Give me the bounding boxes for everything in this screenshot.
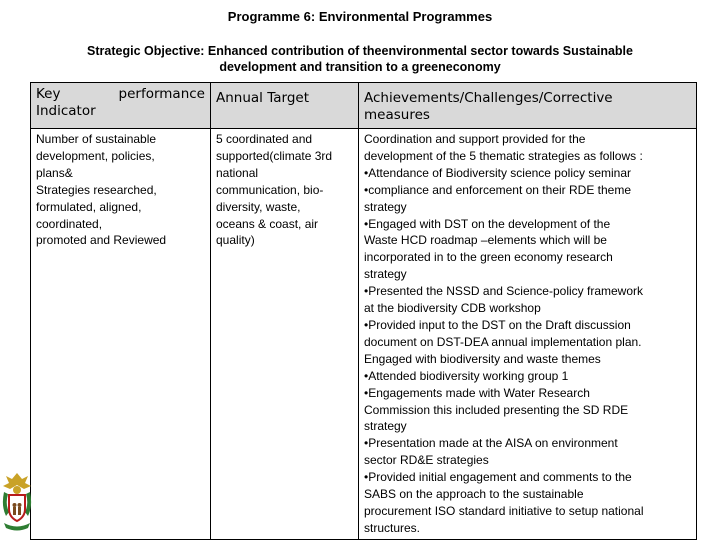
achievements-cell bbox=[359, 129, 697, 540]
cell-line: Number of sustainable bbox=[36, 132, 157, 146]
cell-line: Strategies researched, bbox=[36, 182, 157, 197]
header-kpi-word: Indicator bbox=[36, 103, 96, 119]
achievement-line: •Attendance of Biodiversity science policy seminar bbox=[364, 165, 631, 180]
achievement-line: •Engaged with DST on the development of the bbox=[364, 216, 611, 231]
header-achievements-line: Achievements/Challenges/Corrective bbox=[364, 90, 613, 106]
cell-line: 5 coordinated and bbox=[216, 132, 313, 146]
achievement-line: document on DST-DEA annual implementation plan. bbox=[364, 334, 642, 349]
table-row bbox=[31, 129, 697, 540]
cell-line: national bbox=[216, 165, 259, 180]
achievement-line: SABS on the approach to the sustainable bbox=[364, 487, 584, 502]
header-annual-target bbox=[211, 83, 359, 129]
strategic-objective bbox=[30, 43, 690, 75]
objective-line: development and transition to a greeneconomy bbox=[219, 60, 501, 74]
achievements-list bbox=[364, 131, 691, 537]
achievement-line: •Provided input to the DST on the Draft discussion bbox=[364, 317, 631, 332]
cell-line: supported(climate 3rd bbox=[216, 148, 333, 163]
achievement-line: •Presented the NSSD and Science-policy framework bbox=[364, 284, 643, 299]
header-achievements-line: measures bbox=[364, 107, 430, 123]
achievement-line: sector RD&E strategies bbox=[364, 453, 489, 468]
target-cell bbox=[211, 129, 359, 540]
cell-line: promoted and Reviewed bbox=[36, 233, 167, 248]
achievement-line: procurement ISO standard initiative to setup national bbox=[364, 503, 644, 518]
header-target-label: Annual Target bbox=[216, 90, 309, 106]
cell-line: oceans & coast, air bbox=[216, 216, 319, 231]
achievement-line: •Engagements made with Water Research bbox=[364, 385, 590, 400]
objective-line: Strategic Objective: Enhanced contribution of theenvironmental sector towards Sustainable bbox=[87, 44, 633, 58]
table-header-row bbox=[31, 83, 697, 129]
cell-line: plans& bbox=[36, 165, 73, 180]
header-kpi bbox=[31, 83, 211, 129]
header-kpi-word: performance bbox=[118, 86, 205, 102]
cell-line: development, policies, bbox=[36, 148, 155, 163]
achievement-line: development of the 5 thematic strategies as follows : bbox=[364, 148, 643, 163]
achievement-line: Commission this included presenting the SD RDE bbox=[364, 402, 629, 417]
achievement-line: •compliance and enforcement on their RDE theme bbox=[364, 182, 632, 197]
cell-line: diversity, waste, bbox=[216, 199, 301, 214]
achievement-line: •Provided initial engagement and comments to the bbox=[364, 470, 632, 485]
achievement-line: at the biodiversity CDB workshop bbox=[364, 301, 541, 316]
achievement-line: incorporated in to the green economy research bbox=[364, 250, 613, 265]
cell-line: communication, bio- bbox=[216, 182, 324, 197]
achievement-line: Waste HCD roadmap –elements which will be bbox=[364, 233, 607, 248]
achievement-line: strategy bbox=[364, 267, 407, 282]
header-achievements bbox=[359, 83, 697, 129]
achievement-line: •Presentation made at the AISA on environment bbox=[364, 436, 618, 451]
page-title: Programme 6: Environmental Programmes bbox=[227, 9, 493, 24]
cell-line: formulated, aligned, bbox=[36, 199, 142, 214]
achievement-line: structures. bbox=[364, 520, 421, 535]
cell-line: coordinated, bbox=[36, 216, 103, 231]
performance-table bbox=[30, 82, 697, 540]
header-kpi-word: Key bbox=[36, 86, 61, 102]
cell-line: quality) bbox=[216, 233, 255, 248]
achievement-line: Engaged with biodiversity and waste themes bbox=[364, 351, 601, 366]
coat-of-arms-icon bbox=[0, 470, 34, 536]
achievement-line: strategy bbox=[364, 199, 407, 214]
achievement-line: strategy bbox=[364, 419, 407, 434]
achievement-line: •Attended biodiversity working group 1 bbox=[364, 368, 569, 383]
kpi-cell bbox=[31, 129, 211, 540]
achievement-line: Coordination and support provided for the bbox=[364, 132, 586, 146]
